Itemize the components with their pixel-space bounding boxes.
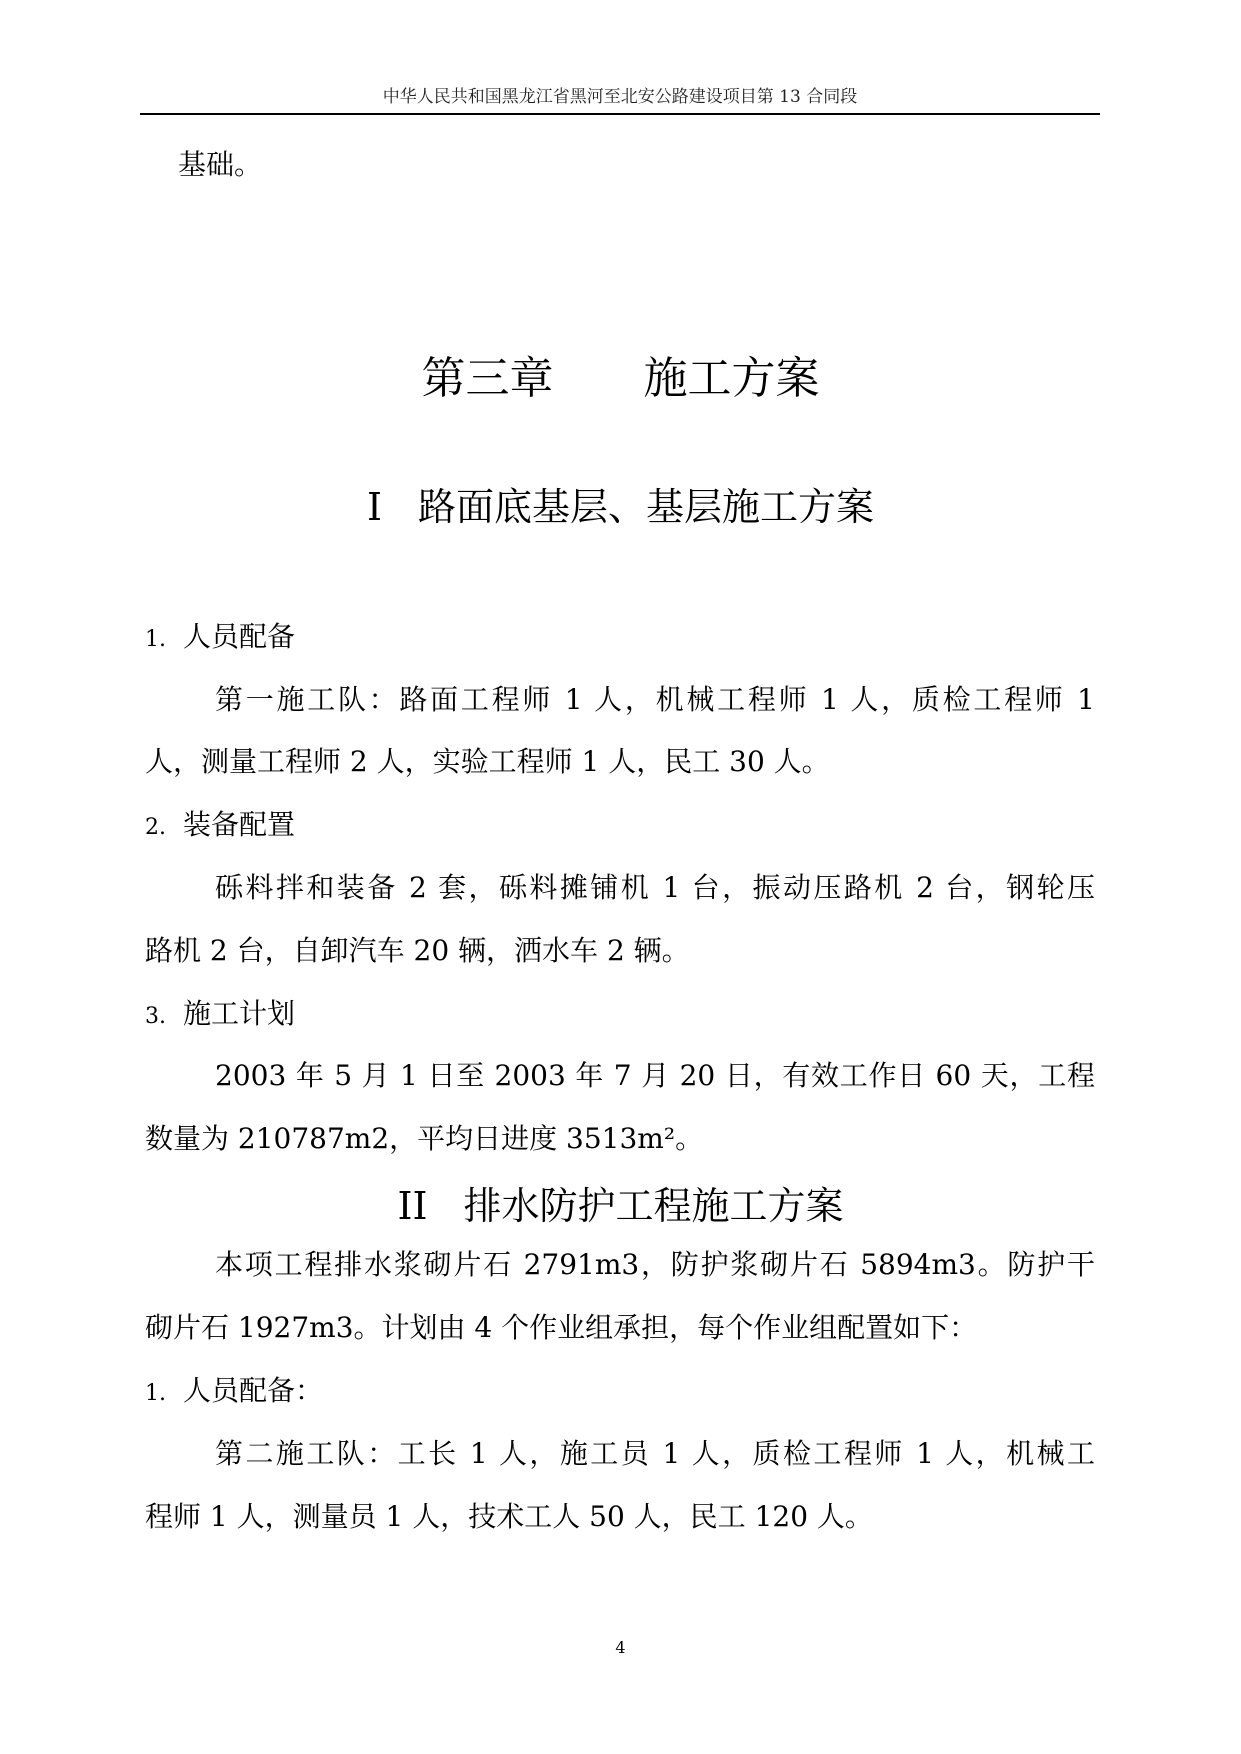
item-heading-personnel [145,620,295,657]
chapter-number: 第三章 [421,353,554,404]
paragraph-line: 本项工程排水浆砌片石 2791m3，防护浆砌片石 5894m3。防护干 [215,1248,1095,1281]
item-heading-text: 施工计划 [183,997,296,1030]
item-heading-personnel-2 [145,1374,323,1411]
section-numeral-2: II [397,1184,428,1228]
item-heading-text: 人员配备 [183,620,296,653]
item-number: 3. [145,1004,166,1029]
item-heading-text: 装备配置 [183,808,296,841]
paragraph-line: 路机 2 台，自卸汽车 20 辆，洒水车 2 辆。 [145,934,690,967]
chapter-name: 施工方案 [643,353,820,404]
header-divider [140,113,1100,115]
section-name-1: 路面底基层、基层施工方案 [418,485,875,529]
item-heading-equipment [145,808,295,845]
item-number: 1. [145,627,166,652]
section-title-1 [0,484,1241,530]
chapter-title [0,352,1241,406]
paragraph-line: 砌片石 1927m3。计划由 4 个作业组承担，每个作业组配置如下： [145,1311,978,1344]
section-numeral-1: I [366,485,382,529]
continuation-text: 基础。 [178,148,263,181]
item-heading-text: 人员配备： [183,1374,324,1407]
section-title-2 [0,1183,1241,1229]
paragraph-line: 砾料拌和装备 2 套，砾料摊铺机 1 台，振动压路机 2 台，钢轮压 [215,871,1095,904]
item-heading-schedule [145,997,295,1034]
item-number: 2. [145,815,166,840]
section-name-2: 排水防护工程施工方案 [463,1184,844,1228]
paragraph-line: 第一施工队：路面工程师 1 人，机械工程师 1 人，质检工程师 1 [215,683,1095,716]
paragraph-line: 第二施工队：工长 1 人，施工员 1 人，质检工程师 1 人，机械工 [215,1437,1095,1470]
item-number: 1. [145,1381,166,1406]
page-number: 4 [615,1638,626,1657]
running-header: 中华人民共和国黑龙江省黑河至北安公路建设项目第 13 合同段 [382,87,858,107]
paragraph-line: 数量为 210787m2，平均日进度 3513m²。 [145,1122,704,1155]
paragraph-line: 人，测量工程师 2 人，实验工程师 1 人，民工 30 人。 [145,745,830,778]
paragraph-line: 程师 1 人，测量员 1 人，技术工人 50 人，民工 120 人。 [145,1500,873,1533]
paragraph-line: 2003 年 5 月 1 日至 2003 年 7 月 20 日，有效工作日 60 天，工程 [215,1059,1095,1092]
